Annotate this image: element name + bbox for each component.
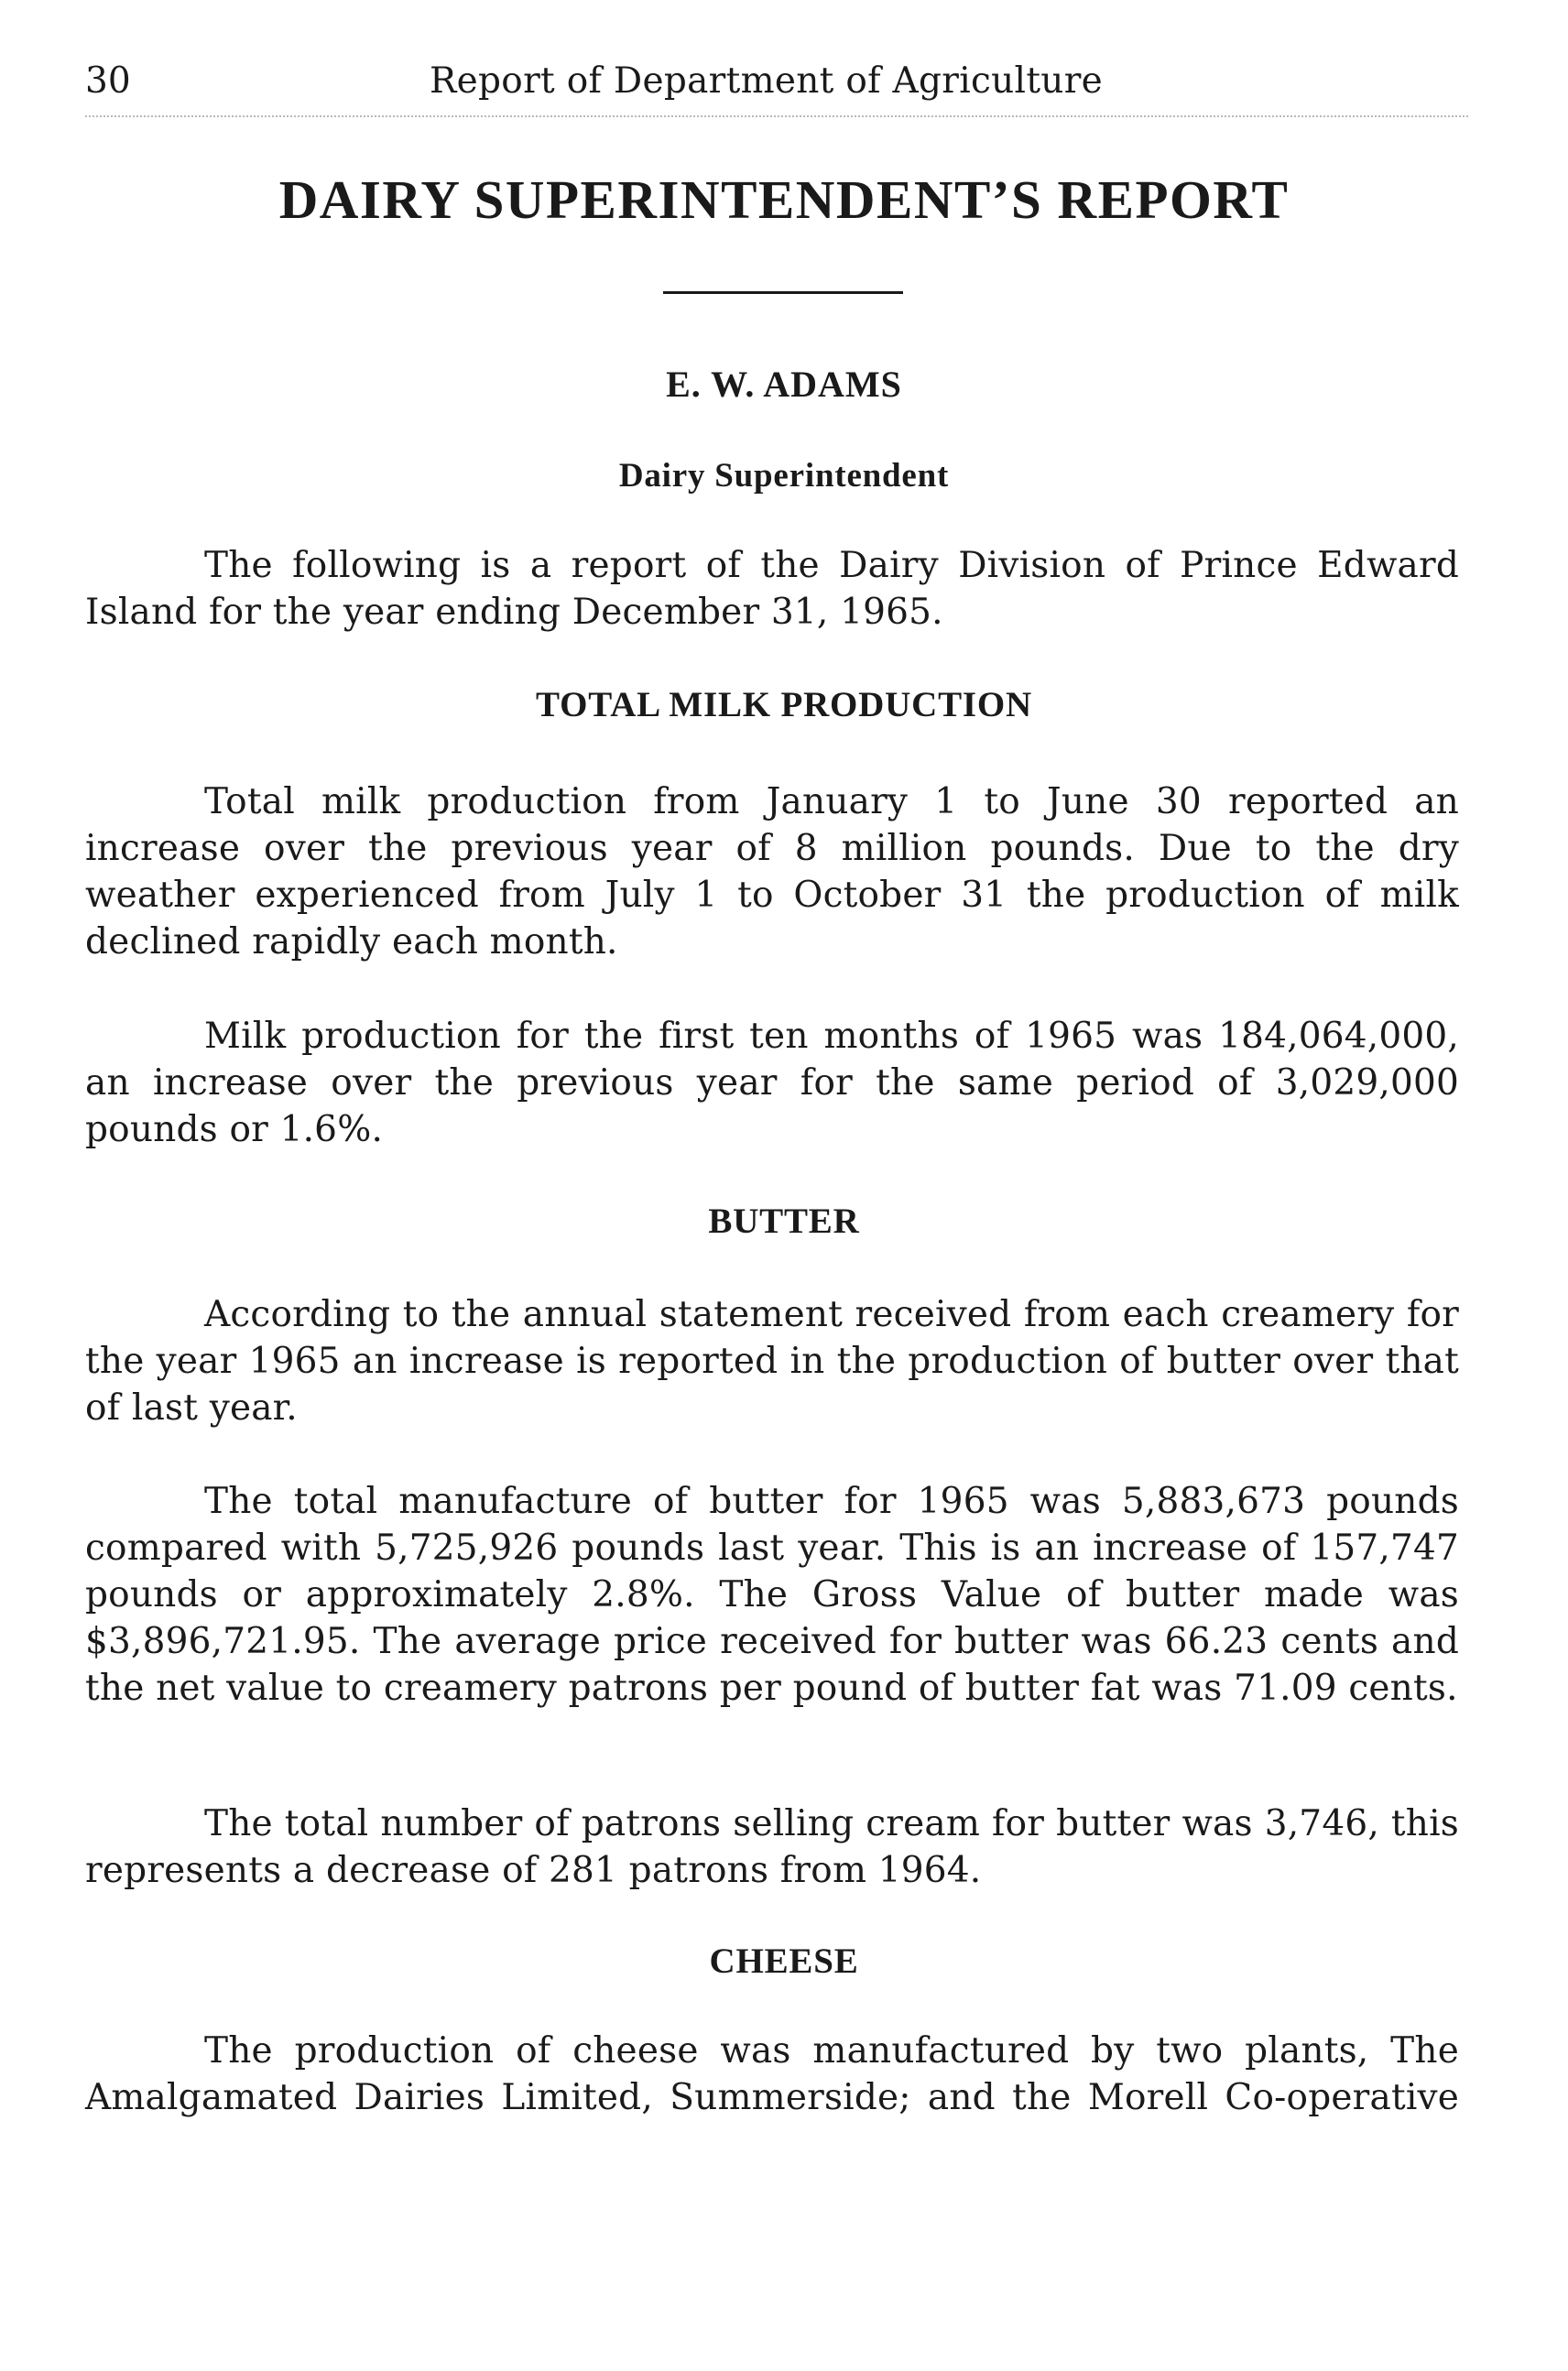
title-divider — [663, 291, 903, 294]
page-header — [85, 57, 1468, 106]
section-heading-milk: TOTAL MILK PRODUCTION — [536, 685, 1032, 724]
author-name: E. W. ADAMS — [666, 364, 902, 405]
butter-paragraph-2: The total manufacture of butter for 1965 was 5,883,673 pounds compared with 5,725,926 pounds last year. This is an increase of 157,747 pounds or approximately 2.8%. The Gross Value of butter made was $3,896,721.95. The average price received for butter was 66.23 cents and the net value to creamery patrons per pound of butter fat was 71.09 cents. — [85, 1481, 1459, 1709]
section-heading-cheese: CHEESE — [709, 1941, 859, 1981]
running-title: Report of Department of Agriculture — [430, 60, 1104, 102]
intro-paragraph: The following is a report of the Dairy Division of Prince Edward Island for the year ending December 31, 1965. — [85, 545, 1459, 633]
cheese-paragraph-1: The production of cheese was manufactured by two plants, The Amalgamated Dairies Limited, Summerside; and the Morell Co-operative — [85, 2030, 1459, 2118]
page-number: 30 — [85, 60, 131, 102]
author-position: Dairy Superintendent — [618, 457, 950, 495]
section-heading-butter: BUTTER — [708, 1202, 860, 1241]
butter-paragraph-1: According to the annual statement received from each creamery for the year 1965 an increase is reported in the production of butter over that of last year. — [85, 1294, 1459, 1429]
header-divider — [85, 115, 1468, 117]
report-title: DAIRY SUPERINTENDENT’S REPORT — [278, 169, 1290, 230]
butter-paragraph-3: The total number of patrons selling cream for butter was 3,746, this represents a decrease of 281 patrons from 1964. — [85, 1803, 1459, 1891]
milk-paragraph-1: Total milk production from January 1 to June 30 reported an increase over the previous year of 8 million pounds. Due to the dry weather experienced from July 1 to October 31 the production of milk declined rapidly each month. — [85, 781, 1459, 963]
milk-paragraph-2: Milk production for the first ten months of 1965 was 184,064,000, an increase over the previous year for the same period of 3,029,000 pounds or 1.6%. — [85, 1016, 1459, 1150]
